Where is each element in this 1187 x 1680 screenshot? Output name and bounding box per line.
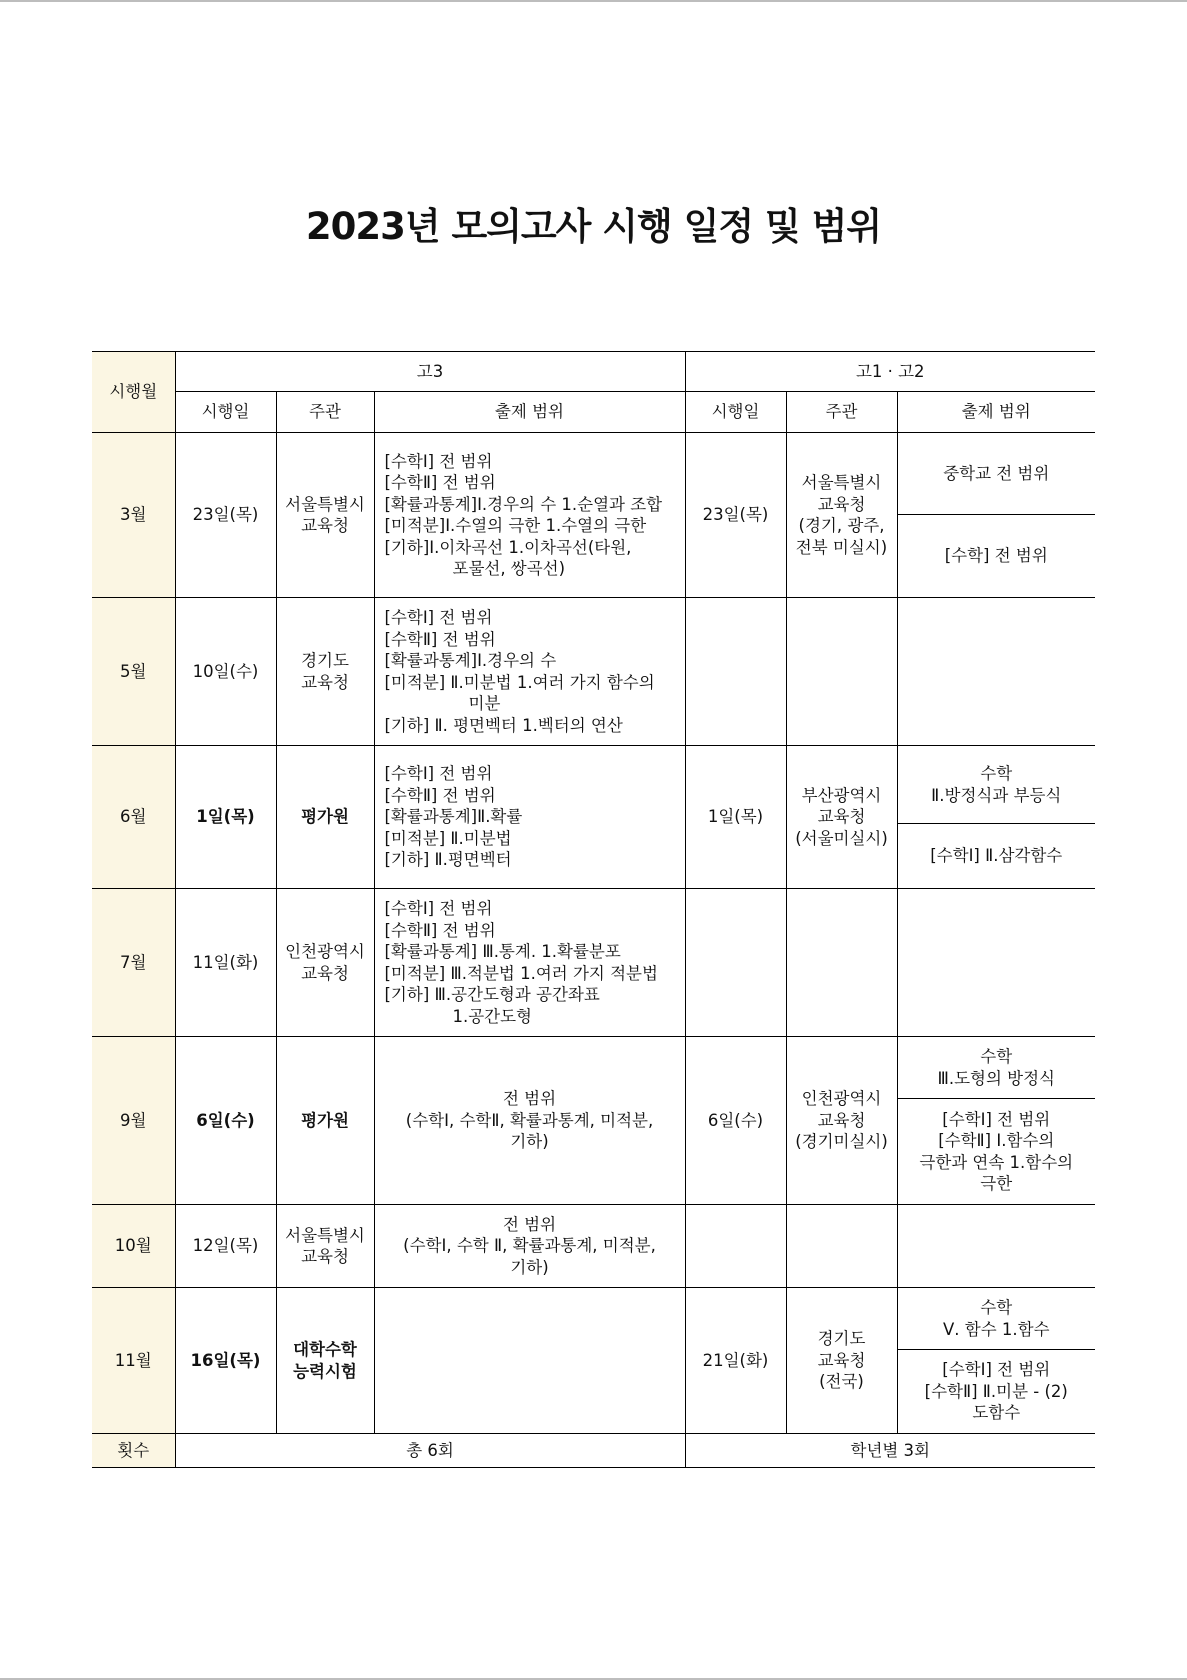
header-group-g12: 고1 · 고2: [685, 352, 1095, 392]
g12-date-jul: [685, 889, 786, 1037]
g3-host-jun: 평가원: [276, 746, 374, 889]
g12-date-nov: 21일(화): [685, 1288, 786, 1434]
g3-range-jul: [374, 889, 685, 1037]
range-line: [확률과통계]Ⅱ.확률: [384, 807, 523, 827]
g12-host-mar: 서울특별시 교육청 (경기, 광주, 전북 미실시): [786, 433, 897, 598]
header-g3-host: 주관: [276, 392, 374, 433]
range-line: [기하] Ⅱ.평면벡터: [384, 850, 512, 870]
g12-date-may: [685, 598, 786, 746]
range-line: [기하] Ⅲ.공간도형과 공간좌표: [384, 985, 600, 1004]
month-cell-nov: 11월: [92, 1288, 175, 1434]
g3-date-jun: 1일(목): [175, 746, 276, 889]
range-line: [수학Ⅰ] 전 범위: [384, 764, 493, 784]
g3-date-jul: 11일(화): [175, 889, 276, 1037]
g12-host-oct: [786, 1205, 897, 1288]
range-line: [기하] Ⅱ. 평면벡터 1.벡터의 연산: [384, 715, 623, 735]
g3-date-may: 10일(수): [175, 598, 276, 746]
range-line: [확률과통계] Ⅲ.통계. 1.확률분포: [384, 942, 621, 961]
g12-range-may: [897, 598, 1095, 746]
header-g3-date: 시행일: [175, 392, 276, 433]
header-g12-host: 주관: [786, 392, 897, 433]
range-line: [수학Ⅱ] 전 범위: [384, 473, 496, 492]
header-g12-range: 출제 범위: [897, 392, 1095, 433]
schedule-table: [92, 351, 1095, 1468]
range-line: [확률과통계]Ⅰ.경우의 수 1.순열과 조합: [384, 494, 663, 514]
range-line: [수학Ⅰ] 전 범위: [384, 451, 493, 471]
g3-range-sep: 전 범위 (수학Ⅰ, 수학Ⅱ, 확률과통계, 미적분, 기하): [374, 1037, 685, 1205]
g3-host-sep: 평가원: [276, 1037, 374, 1205]
g3-range-oct: 전 범위 (수학Ⅰ, 수학 Ⅱ, 확률과통계, 미적분, 기하): [374, 1205, 685, 1288]
range-line: [수학Ⅰ] 전 범위: [384, 899, 493, 918]
range-line: [확률과통계]Ⅰ.경우의 수: [384, 651, 557, 670]
g12-host-nov: 경기도 교육청 (전국): [786, 1288, 897, 1434]
g3-host-jul: 인천광역시 교육청: [276, 889, 374, 1037]
range-line: [수학Ⅱ] 전 범위: [384, 920, 496, 940]
g12-range-jun-b: [수학Ⅰ] Ⅱ.삼각함수: [897, 824, 1095, 889]
g12-range-jul: [897, 889, 1095, 1037]
month-cell-sep: 9월: [92, 1037, 175, 1205]
range-line: 미분: [468, 694, 501, 713]
g12-date-oct: [685, 1205, 786, 1288]
month-cell-may: 5월: [92, 598, 175, 746]
header-month: 시행월: [92, 352, 175, 433]
g3-date-sep: 6일(수): [175, 1037, 276, 1205]
range-line: [수학Ⅱ] 전 범위: [384, 785, 496, 805]
g12-host-may: [786, 598, 897, 746]
range-line: 포물선, 쌍곡선): [452, 559, 566, 578]
range-line: [미적분] Ⅱ.미분법: [384, 828, 512, 848]
g3-date-mar: 23일(목): [175, 433, 276, 598]
g12-date-sep: 6일(수): [685, 1037, 786, 1205]
range-line: [기하]Ⅰ.이차곡선 1.이차곡선(타원,: [384, 537, 632, 557]
g3-range-may: [374, 598, 685, 746]
g3-host-oct: 서울특별시 교육청: [276, 1205, 374, 1288]
g3-range-nov: [374, 1288, 685, 1434]
g12-range-nov-b: [수학Ⅰ] 전 범위 [수학Ⅱ] Ⅱ.미분 - (2) 도함수: [897, 1350, 1095, 1434]
top-border-line: [0, 0, 1187, 2]
g3-date-oct: 12일(목): [175, 1205, 276, 1288]
g3-date-nov: 16일(목): [175, 1288, 276, 1434]
g3-host-nov: 대학수학 능력시험: [276, 1288, 374, 1434]
g12-range-nov-a: 수학 Ⅴ. 함수 1.함수: [897, 1288, 1095, 1350]
total-g3: 총 6회: [175, 1434, 685, 1468]
g3-host-may: 경기도 교육청: [276, 598, 374, 746]
range-line: [미적분] Ⅲ.적분법 1.여러 가지 적분법: [384, 963, 658, 983]
g12-range-sep-a: 수학 Ⅲ.도형의 방정식: [897, 1037, 1095, 1099]
month-cell-jun: 6월: [92, 746, 175, 889]
g12-host-jul: [786, 889, 897, 1037]
total-g12: 학년별 3회: [685, 1434, 1095, 1468]
g12-range-mar-a: 중학교 전 범위: [897, 433, 1095, 515]
header-group-g3: 고3: [175, 352, 685, 392]
total-label: 횟수: [92, 1434, 175, 1468]
g12-range-oct: [897, 1205, 1095, 1288]
g3-host-mar: 서울특별시 교육청: [276, 433, 374, 598]
month-cell-oct: 10월: [92, 1205, 175, 1288]
range-line: [미적분]Ⅰ.수열의 극한 1.수열의 극한: [384, 516, 647, 535]
g12-host-sep: 인천광역시 교육청 (경기미실시): [786, 1037, 897, 1205]
g12-range-sep-b: [수학Ⅰ] 전 범위 [수학Ⅱ] Ⅰ.함수의 극한과 연속 1.함수의 극한: [897, 1099, 1095, 1205]
month-cell-jul: 7월: [92, 889, 175, 1037]
range-line: [수학Ⅰ] 전 범위: [384, 608, 493, 627]
g3-range-mar: [374, 433, 685, 598]
g12-range-jun-a: 수학 Ⅱ.방정식과 부등식: [897, 746, 1095, 824]
month-cell-mar: 3월: [92, 433, 175, 598]
header-g3-range: 출제 범위: [374, 392, 685, 433]
range-line: [수학Ⅱ] 전 범위: [384, 629, 496, 649]
range-line: 1.공간도형: [452, 1006, 532, 1026]
g12-host-jun: 부산광역시 교육청 (서울미실시): [786, 746, 897, 889]
g12-range-mar-b: [수학] 전 범위: [897, 515, 1095, 598]
g3-range-jun: [374, 746, 685, 889]
page-title: 2023년 모의고사 시행 일정 및 범위: [305, 205, 882, 248]
range-line: [미적분] Ⅱ.미분법 1.여러 가지 함수의: [384, 672, 655, 692]
g12-date-jun: 1일(목): [685, 746, 786, 889]
g12-date-mar: 23일(목): [685, 433, 786, 598]
header-g12-date: 시행일: [685, 392, 786, 433]
